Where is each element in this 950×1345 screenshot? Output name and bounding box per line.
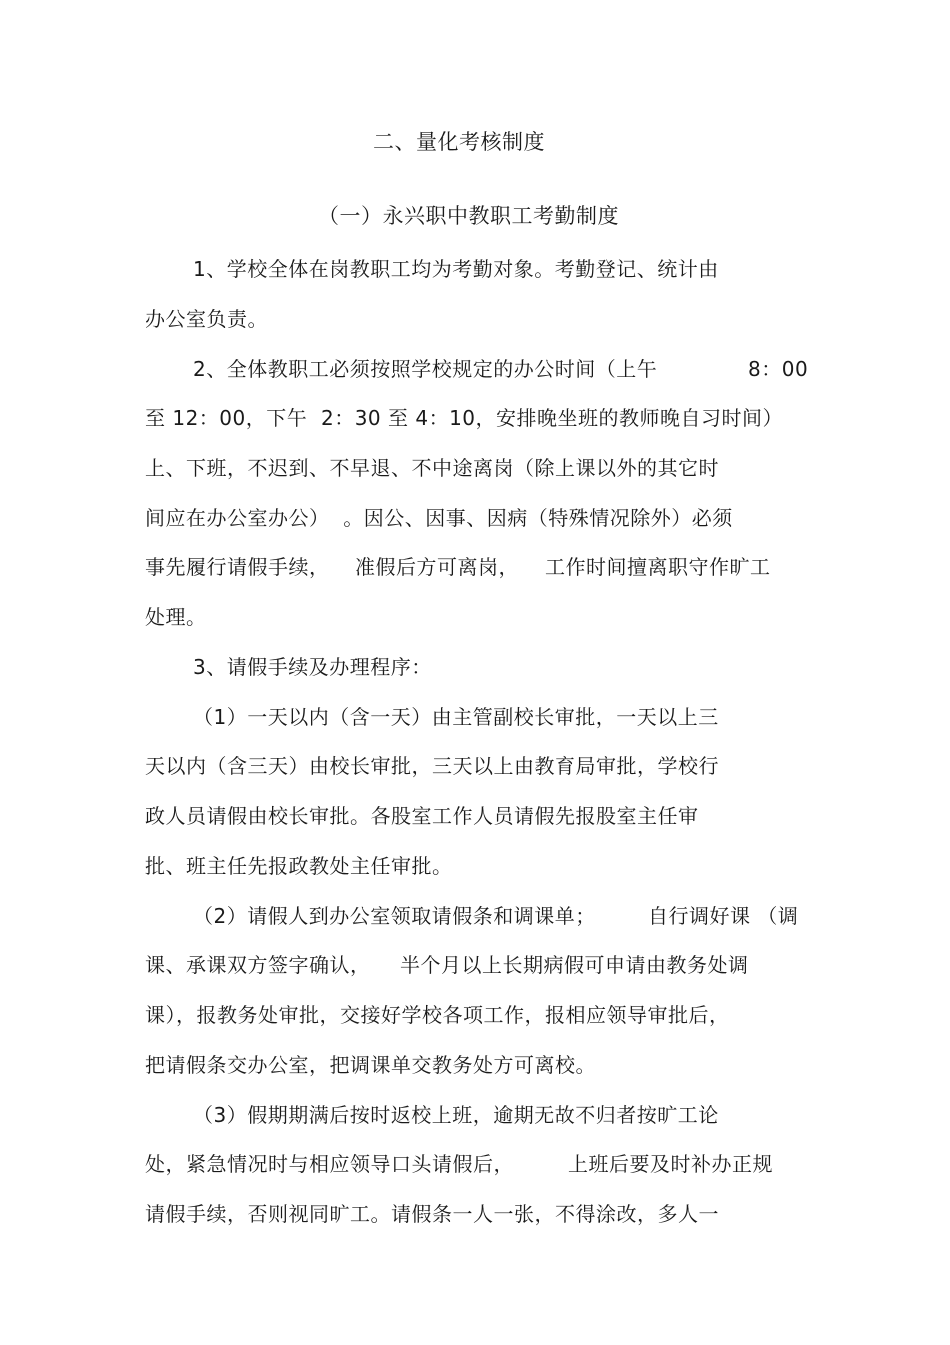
paragraph-line: 自行调好课 （调 (648, 904, 799, 928)
subsection-title: （一）永兴职中教职工考勤制度 (318, 204, 619, 228)
paragraph-line: 3、请假手续及办理程序： (193, 655, 432, 679)
paragraph-line: 2、全体教职工必须按照学校规定的办公时间（上午 (193, 357, 658, 381)
paragraph-line: 批、班主任先报政教处主任审批。 (145, 854, 453, 878)
paragraph-line: 把请假条交办公室，把调课单交教务处方可离校。 (145, 1053, 596, 1077)
paragraph-line: 上班后要及时补办正规 (568, 1152, 773, 1176)
paragraph-line: （3）假期期满后按时返校上班，逾期无故不归者按旷工论 (193, 1103, 719, 1127)
paragraph-line: 半个月以上长期病假可申请由教务处调 (400, 953, 749, 977)
paragraph-line: 课、承课双方签字确认， (145, 953, 371, 977)
section-title: 二、量化考核制度 (373, 130, 545, 154)
paragraph-line: 工作时间擅离职守作旷工 (545, 555, 771, 579)
paragraph-line: 间应在办公室办公） 。因公、因事、因病（特殊情况除外）必须 (145, 506, 733, 530)
paragraph-line: （2）请假人到办公室领取请假条和调课单； (193, 904, 596, 928)
paragraph-line: 请假手续，否则视同旷工。请假条一人一张，不得涂改，多人一 (145, 1202, 719, 1226)
paragraph-line: 课），报教务处审批，交接好学校各项工作，报相应领导审批后， (145, 1003, 730, 1027)
paragraph-line: 上、下班，不迟到、不早退、不中途离岗（除上课以外的其它时 (145, 456, 719, 480)
paragraph-line: 事先履行请假手续， (145, 555, 330, 579)
paragraph-line: 8：00 (748, 357, 809, 381)
paragraph-line: 处，紧急情况时与相应领导口头请假后， (145, 1152, 514, 1176)
paragraph-line: 至 12：00，下午 2：30 至 4：10，安排晚坐班的教师晚自习时间） (145, 406, 784, 430)
paragraph-line: 办公室负责。 (145, 307, 268, 331)
paragraph-line: 天以内（含三天）由校长审批，三天以上由教育局审批，学校行 (145, 754, 719, 778)
paragraph-line: 准假后方可离岗， (355, 555, 519, 579)
paragraph-line: （1）一天以内（含一天）由主管副校长审批，一天以上三 (193, 705, 719, 729)
paragraph-line: 1、学校全体在岗教职工均为考勤对象。考勤登记、统计由 (193, 257, 719, 281)
paragraph-line: 政人员请假由校长审批。各股室工作人员请假先报股室主任审 (145, 804, 699, 828)
paragraph-line: 处理。 (145, 605, 207, 629)
